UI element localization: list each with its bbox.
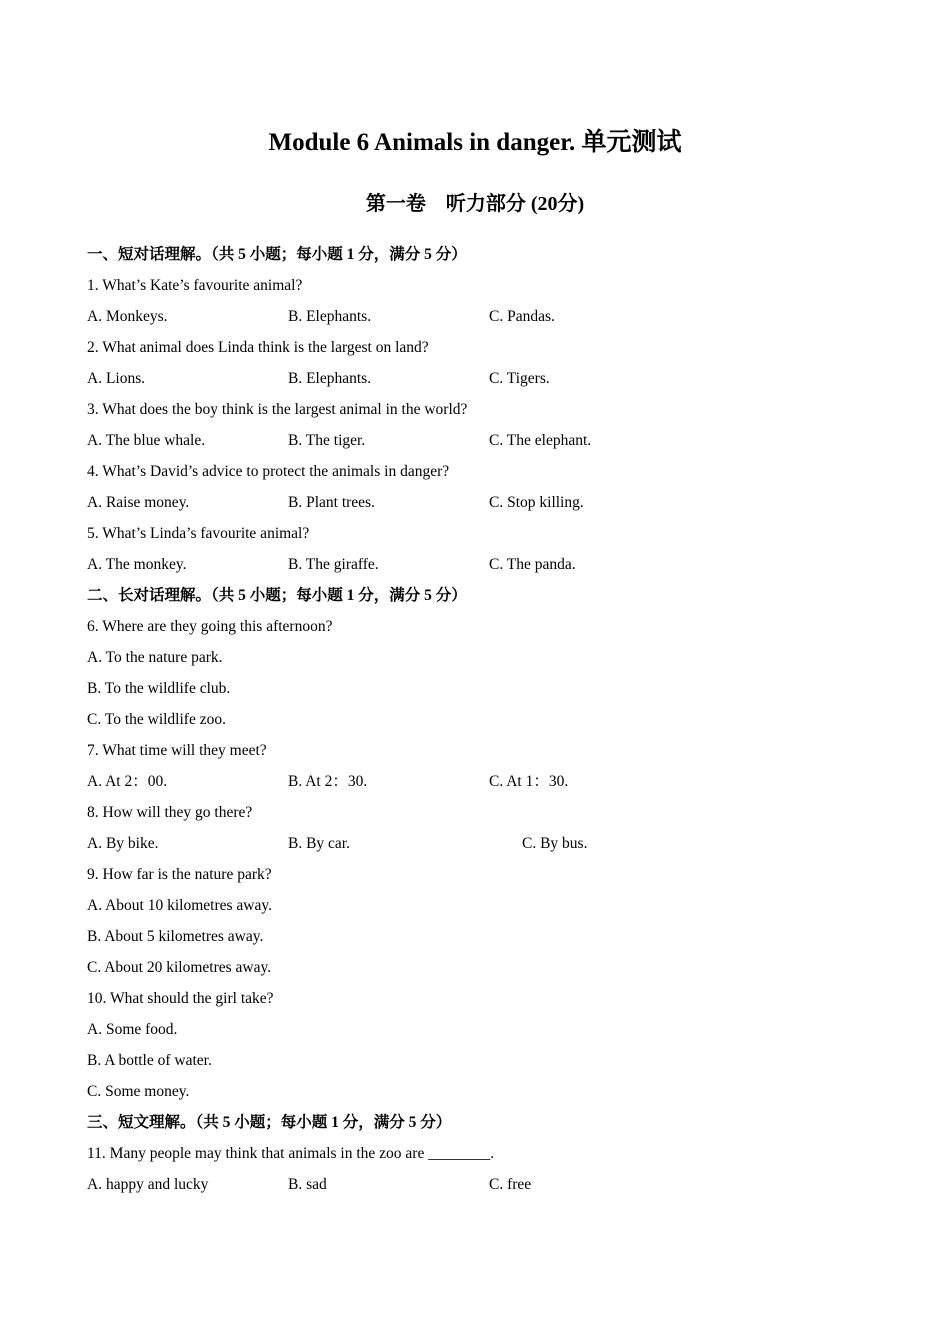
option-a: A. To the nature park. [87,649,223,666]
section-heading-1: 一、短对话理解。（共 5 小题；每小题 1 分，满分 5 分） [87,246,467,263]
option-c: C. By bus. [522,835,588,852]
option-c: C. Stop killing. [489,494,584,511]
option-c: C. At 1：30. [489,773,569,790]
options-8 [87,832,887,863]
option-b: B. sad [288,1176,327,1193]
question-1: 1. What’s Kate’s favourite animal? [87,277,303,294]
option-a: A. The monkey. [87,556,187,573]
option-c: C. Some money. [87,1083,190,1100]
section-heading-2: 二、长对话理解。（共 5 小题；每小题 1 分，满分 5 分） [87,587,467,604]
options-7 [87,770,887,801]
option-a: A. About 10 kilometres away. [87,897,272,914]
question-4: 4. What’s David’s advice to protect the animals in danger? [87,463,450,480]
question-2: 2. What animal does Linda think is the largest on land? [87,339,429,356]
option-a: A. Monkeys. [87,308,168,325]
option-b: B. By car. [288,835,350,852]
option-a: A. Raise money. [87,494,190,511]
question-6: 6. Where are they going this afternoon? [87,618,333,635]
page-subtitle: 第一卷 听力部分 (20分) [365,193,585,215]
option-b: B. At 2：30. [288,773,368,790]
exam-content [87,243,887,1204]
option-b: B. Elephants. [288,370,372,387]
option-c: C. The panda. [489,556,576,573]
options-1 [87,305,887,336]
options-5 [87,553,887,584]
option-b: B. To the wildlife club. [87,680,231,697]
page-title: Module 6 Animals in danger. 单元测试 [268,129,682,156]
option-a: A. The blue whale. [87,432,206,449]
option-a: A. Some food. [87,1021,178,1038]
option-c: C. To the wildlife zoo. [87,711,226,728]
question-9: 9. How far is the nature park? [87,866,272,883]
option-b: B. Elephants. [288,308,372,325]
options-4 [87,491,887,522]
question-5: 5. What’s Linda’s favourite animal? [87,525,310,542]
options-3 [87,429,887,460]
option-a: A. Lions. [87,370,146,387]
option-c: C. The elephant. [489,432,592,449]
option-c: C. About 20 kilometres away. [87,959,272,976]
option-a: A. happy and lucky [87,1176,209,1193]
option-b: B. A bottle of water. [87,1052,212,1069]
question-11: 11. Many people may think that animals in the zoo are ________. [87,1145,495,1162]
option-c: C. Pandas. [489,308,555,325]
question-10: 10. What should the girl take? [87,990,274,1007]
section-heading-3: 三、短文理解。（共 5 小题；每小题 1 分，满分 5 分） [87,1114,452,1131]
option-b: B. The tiger. [288,432,366,449]
options-11 [87,1173,887,1204]
question-7: 7. What time will they meet? [87,742,267,759]
option-b: B. About 5 kilometres away. [87,928,264,945]
option-b: B. The giraffe. [288,556,379,573]
question-8: 8. How will they go there? [87,804,253,821]
option-a: A. By bike. [87,835,159,852]
option-c: C. free [489,1176,532,1193]
option-c: C. Tigers. [489,370,550,387]
options-2 [87,367,887,398]
option-b: B. Plant trees. [288,494,375,511]
question-3: 3. What does the boy think is the largest animal in the world? [87,401,468,418]
option-a: A. At 2：00. [87,773,168,790]
